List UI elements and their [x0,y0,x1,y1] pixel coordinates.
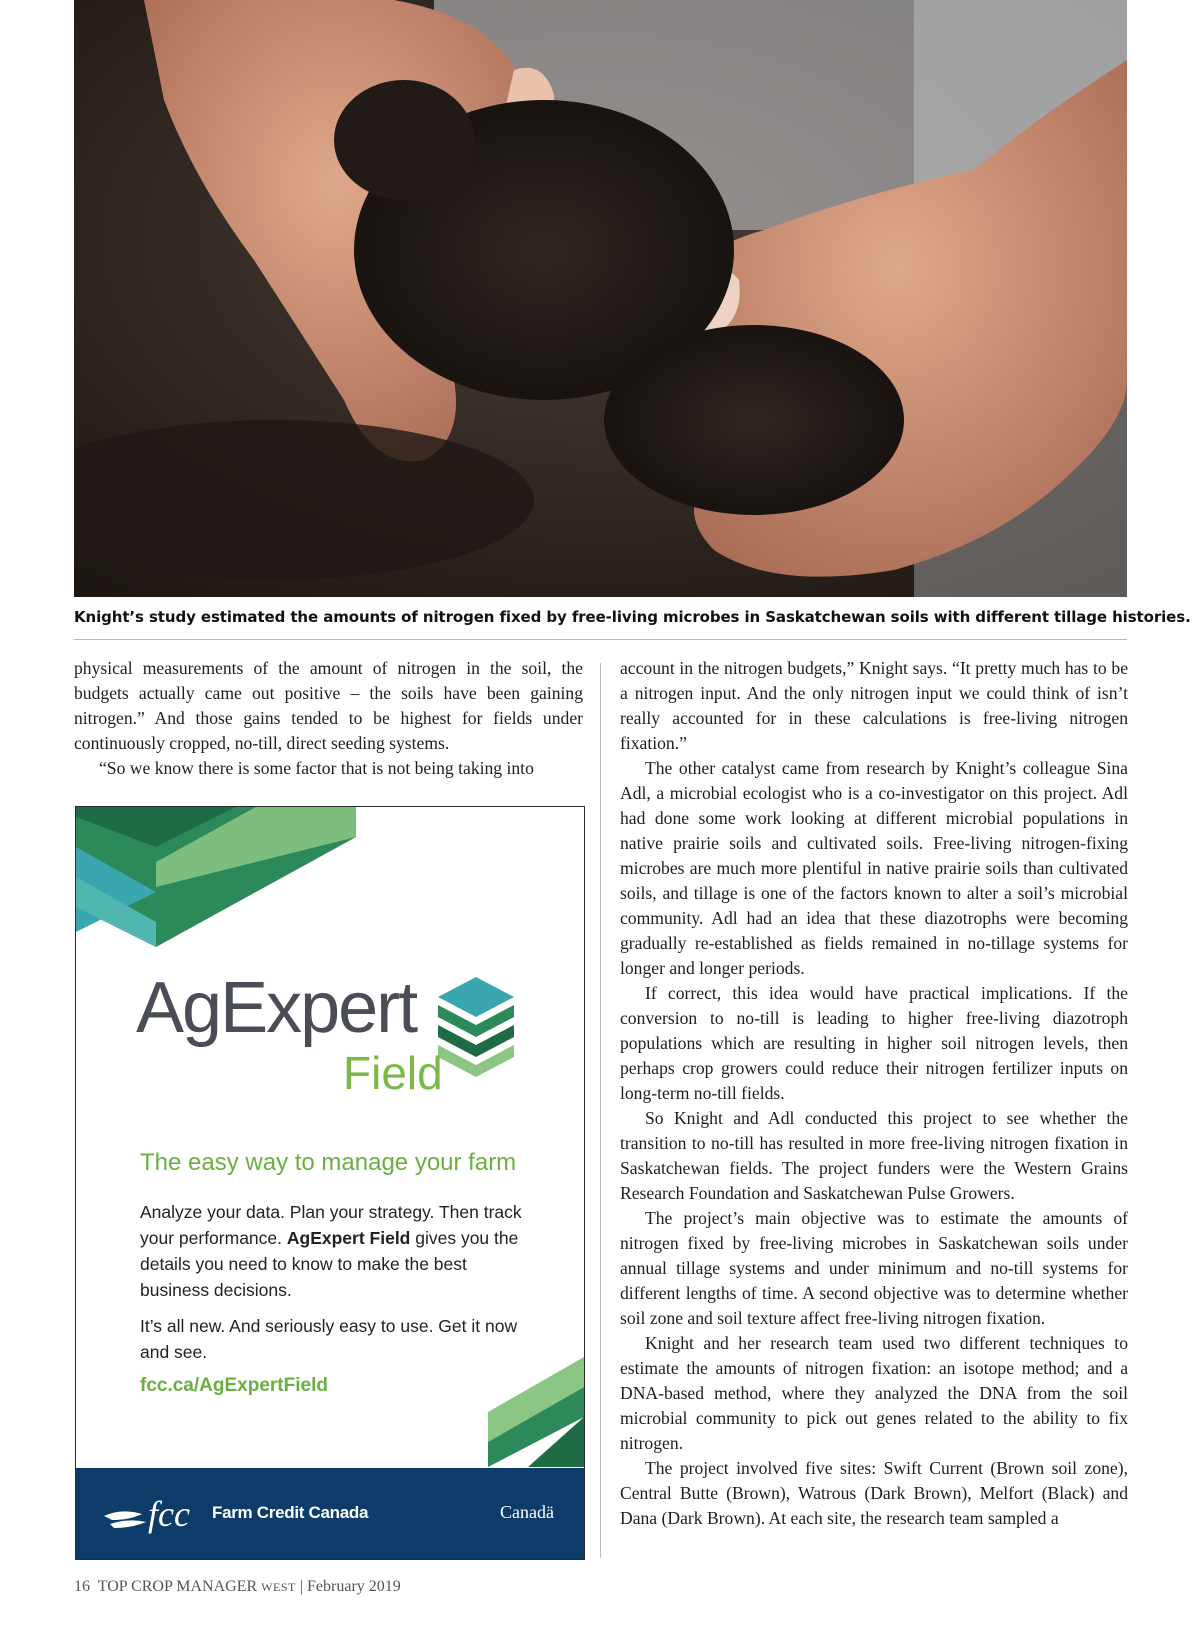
chevron-graphic-bottom [488,1357,584,1467]
magazine-edition: WEST [261,1580,296,1594]
soil-photo [74,0,1127,597]
article-paragraph: So Knight and Adl conducted this project to see whether the transition to no-till has resulted in more free-living nitrogen fixation in Saskatchewan fields. The project funders were the Western Grains Research Foundation and Saskatchewan Pulse Growers. [620,1108,1128,1203]
ad-tagline: The easy way to manage your farm [140,1149,517,1176]
ad-url-link[interactable]: fcc.ca/AgExpertField [140,1375,328,1396]
photo-caption: Knight’s study estimated the amounts of nitrogen fixed by free-living microbes in Saskatchewan soils with different tillage histories. [74,608,1191,626]
ad-body-text [140,1199,535,1303]
article-paragraph: The other catalyst came from research by Knight’s colleague Sina Adl, a microbial ecologist who is a co-investigator on this project. Adl had done some work looking at different microbial populations in native prairie soils and cultivated soils. Free-living nitrogen-fixing microbes are much more plentiful in native prairie soils than cultivated soils, and tillage is one of the factors known to alter a soil’s microbial community. Adl had an idea that these diazotrophs were becoming gradually re-established as fields remained in no-tillage systems for longer and longer periods. [620,758,1128,978]
chevron-graphic-top [76,807,356,947]
article-paragraph: “So we know there is some factor that is not being taking into [99,758,534,778]
hands-soil-illustration [74,0,1127,597]
article-paragraph: The project involved five sites: Swift Current (Brown soil zone), Central Butte (Brown), Watrous (Dark Brown), Melfort (Black) and Dana (Dark Brown). At each site, the research team sampled a [620,1458,1128,1528]
magazine-name: TOP CROP MANAGER [97,1578,258,1595]
ad-body-post: gives you the details you need to know to make the best business decisions. [140,1228,519,1300]
footer-org-name: Farm Credit Canada [212,1503,369,1522]
canada-wordmark: Canadä [500,1502,554,1522]
ad-body-text-2: It’s all new. And seriously easy to use. Get it now and see. [140,1316,518,1362]
article-right-column [620,656,1128,1531]
article-paragraph: The project’s main objective was to estimate the amounts of nitrogen fixed by free-living microbes in Saskatchewan soils under annual tillage systems and under minimum and no-till systems for different lengths of time. A second objective was to determine whether soil zone and soil texture affect free-living nitrogen fixation. [620,1208,1128,1328]
agexpert-cube-icon [438,977,514,1077]
issue-date: February 2019 [307,1578,401,1595]
svg-text:fcc: fcc [148,1494,190,1534]
article-left-column [74,656,583,781]
column-divider [600,663,601,1558]
agexpert-advertisement[interactable] [75,806,585,1560]
page-number: 16 [74,1578,90,1595]
ad-footer-bar [76,1468,584,1559]
ad-body-bold: AgExpert Field [286,1228,411,1248]
article-paragraph: Knight and her research team used two different techniques to estimate the amounts of nitrogen fixation: an isotope method; and a DNA-based method, where they analyzed the DNA from the soil microbial community to pick out genes related to the ability to fix nitrogen. [620,1333,1128,1453]
page-footer [74,1578,401,1596]
article-paragraph: physical measurements of the amount of nitrogen in the soil, the budgets actually came out positive – the soils have been gaining nitrogen.” And those gains tended to be highest for fields under continuously cropped, no-till, direct seeding systems. [74,658,583,753]
brand-name: AgExpert [136,968,417,1048]
ad-body-pre: Analyze your data. Plan your strategy. Then track your performance. [140,1202,522,1248]
brand-subname: Field [343,1047,443,1099]
caption-divider [74,639,1127,640]
fcc-logo-icon [102,1486,202,1536]
footer-separator: | [299,1578,304,1595]
article-paragraph: account in the nitrogen budgets,” Knight says. “It pretty much has to be a nitrogen input. And the only nitrogen input we could think of isn’t really accounted for in these calculations is free-living nitrogen fixation.” [620,658,1128,753]
article-paragraph: If correct, this idea would have practical implications. If the conversion to no-till is leading to higher free-living diazotroph populations which are resulting in higher soil nitrogen levels, then perhaps crop growers could reduce their nitrogen fertilizer inputs on long-term no-till fields. [620,983,1128,1103]
